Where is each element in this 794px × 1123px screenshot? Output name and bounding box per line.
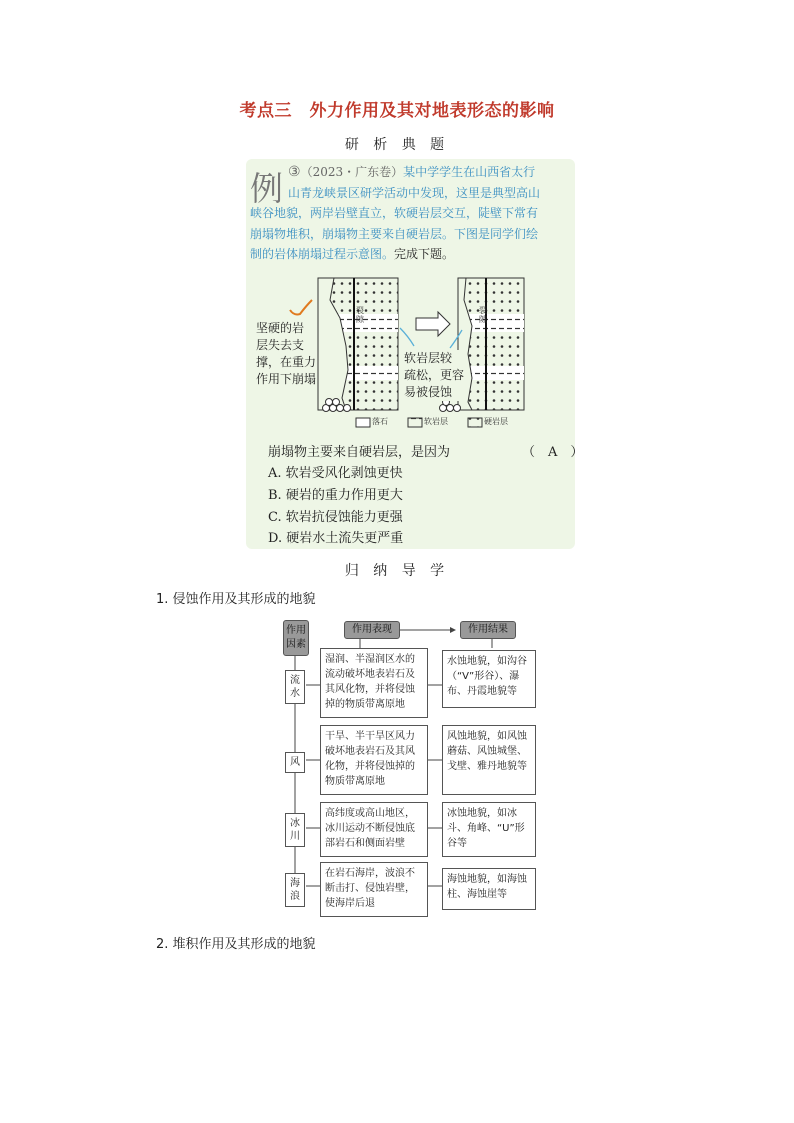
note-mid [404,350,464,401]
result-box: 海蚀地貌，如海蚀柱、海蚀崖等 [442,868,536,910]
option-c: C. 软岩抗侵蚀能力更强 [268,510,403,525]
action-box: 高纬度或高山地区，冰川运动不断侵蚀底部岩石和侧面岩壁 [320,802,428,857]
legend-swatch-soft [408,418,422,427]
section-heading-summary: 归 纳 导 学 [344,563,450,579]
point-2-heading: 2. 堆积作用及其形成的地貌 [156,937,316,952]
note-line: 作用下崩塌 [256,372,317,386]
legend-swatch-hard [468,418,482,427]
example-line: 制的岩体崩塌过程示意图。 [250,247,395,261]
option-b: B. 硬岩的重力作用更大 [268,488,403,503]
example-line-end: 完成下题。 [394,247,455,261]
note-line: 易被侵蚀 [404,385,453,399]
point-1-heading: 1. 侵蚀作用及其形成的地貌 [156,592,316,607]
pointer-arrow-icon [400,328,414,346]
legend-swatch-rockfall [356,418,370,427]
option-a: A. 软岩受风化剥蚀更快 [268,466,403,481]
legend-label-rockfall: 落石 [372,417,388,426]
section-heading-analysis: 研 析 典 题 [344,137,450,153]
note-line: 坚硬的岩 [256,321,305,335]
example-text [250,162,572,265]
example-source: （2023・广东卷） [300,165,404,179]
example-line: 某中学学生在山西省太行 [403,165,536,179]
legend-label-soft: 软岩层 [424,417,448,426]
example-number: ③ [288,164,301,180]
example-line: 崩塌物堆积，崩塌物主要来自硬岩层。下图是同学们绘 [250,226,539,241]
example-line: 山青龙峡景区研学活动中发现，这里是典型高山 [288,185,541,200]
factor-water: 流水 [285,670,305,704]
transition-arrow-icon [416,312,450,336]
legend-label-hard: 硬岩层 [484,417,508,426]
note-line: 软岩层较 [404,351,453,365]
action-box: 干旱、半干旱区风力破坏地表岩石及其风化物，并将侵蚀掉的物质带离原地 [320,725,428,795]
question-answer: （ A ） [522,445,584,460]
result-header-tag: 作用结果 [460,621,516,639]
action-header-tag: 作用表现 [344,621,400,639]
note-line: 层失去支 [256,338,305,352]
action-box: 在岩石海岸，波浪不断击打、侵蚀岩壁，使海岸后退 [320,862,428,917]
result-box: 冰蚀地貌，如冰斗、角峰、“U”形谷等 [442,802,536,857]
option-d: D. 硬岩水土流失更严重 [268,531,404,546]
factor-wind: 风 [285,752,305,773]
example-li-char: 例 [250,169,283,208]
factor-header-tag: 作用因素 [283,620,309,656]
crack-label: 裂隙 [479,306,487,324]
example-line: 峡谷地貌，两岸岩壁直立，软硬岩层交互，陡壁下常有 [250,206,539,220]
question-stem: 崩塌物主要来自硬岩层，是因为 [268,445,451,460]
factor-waves: 海浪 [285,873,305,907]
note-line: 撑，在重力 [256,355,317,369]
result-box: 风蚀地貌，如风蚀蘑菇、风蚀城堡、戈壁、雅丹地貌等 [442,725,536,795]
rock-block-after [458,278,524,410]
factor-glacier: 冰川 [285,813,305,847]
page-title: 考点三 外力作用及其对地表形态的影响 [239,101,555,121]
checkmark-icon [290,300,312,315]
result-box: 水蚀地貌，如沟谷（“V”形谷）、瀑布、丹霞地貌等 [442,650,536,708]
note-line: 疏松，更容 [404,368,465,382]
crack-label: 裂隙 [356,306,364,324]
note-left [256,320,316,388]
rock-block-before [318,278,398,410]
action-box: 湿润、半湿润区水的流动破坏地表岩石及其风化物，并将侵蚀掉的物质带离原地 [320,648,428,718]
